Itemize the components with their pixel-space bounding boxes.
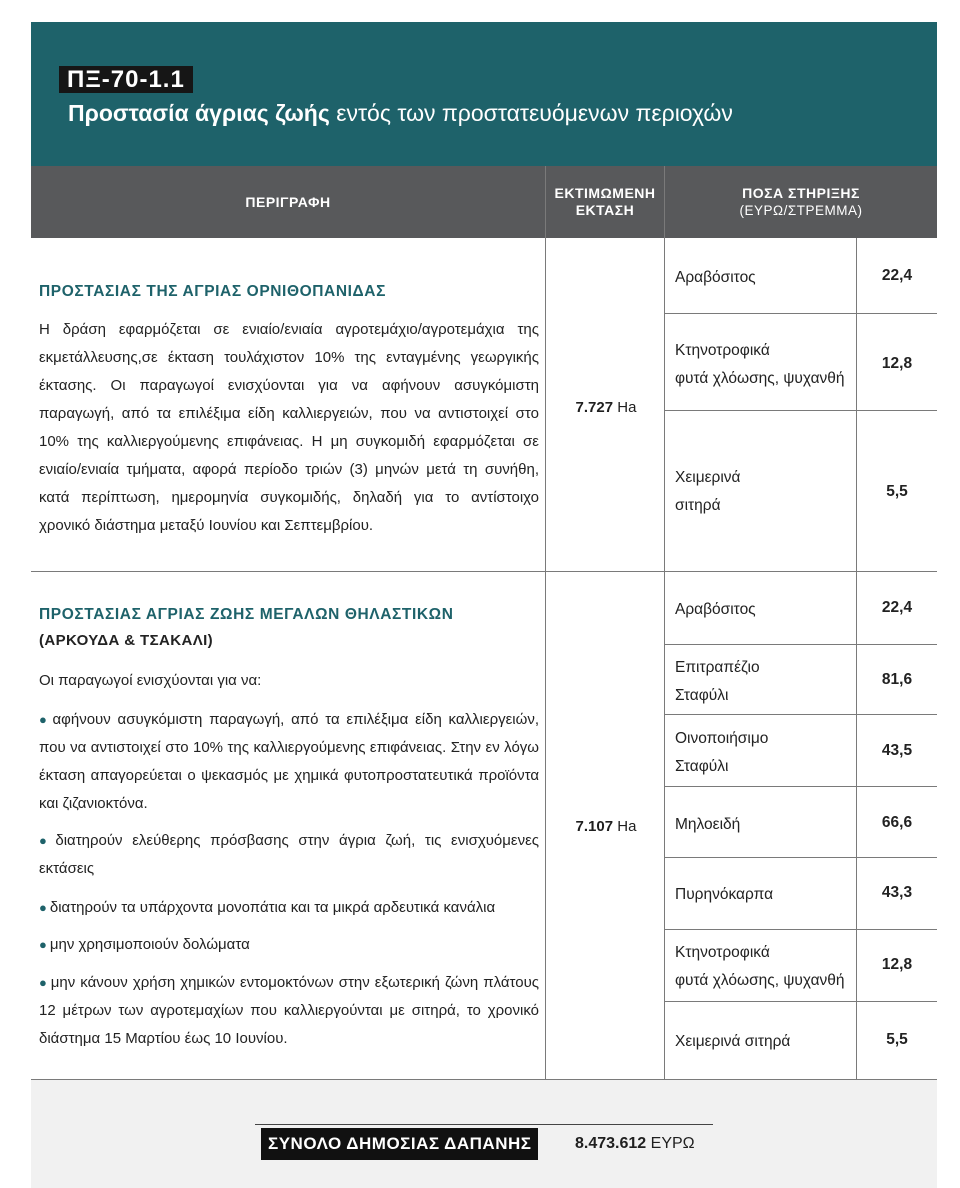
total-rule bbox=[255, 1124, 713, 1125]
row-divider bbox=[664, 786, 937, 787]
row-divider bbox=[664, 714, 937, 715]
row-divider bbox=[664, 410, 937, 411]
title-banner bbox=[31, 22, 937, 166]
divider bbox=[545, 166, 546, 1080]
section1-title: ΠΡΟΣΤΑΣΙΑΣ ΤΗΣ ΑΓΡΙΑΣ ΟΡΝΙΘΟΠΑΝΙΔΑΣ bbox=[39, 283, 386, 300]
support-amount: 22,4 bbox=[881, 599, 913, 616]
section-divider bbox=[31, 571, 937, 572]
section2-area: 7.107 Ha bbox=[575, 818, 637, 835]
crop-label: Οινοποιήσιμο Σταφύλι bbox=[675, 730, 769, 775]
list-item: ● μην χρησιμοποιούν δολώματα bbox=[39, 936, 250, 953]
list-item: ● διατηρούν ελεύθερης πρόσβασης στην άγρια ζωή, τις ενισχυόμενες εκτάσεις bbox=[39, 832, 539, 877]
support-amount: 5,5 bbox=[886, 1031, 908, 1048]
crop-label: Κτηνοτροφικά φυτά χλόωσης, ψυχανθή bbox=[675, 342, 845, 387]
crop-label: Χειμερινά σιτηρά bbox=[675, 469, 741, 514]
bullet-icon: ● bbox=[39, 900, 47, 915]
column-header-description: ΠΕΡΙΓΡΑΦΗ bbox=[31, 166, 545, 238]
total-label: ΣΥΝΟΛΟ ΔΗΜΟΣΙΑΣ ΔΑΠΑΝΗΣ bbox=[261, 1128, 538, 1160]
row-divider bbox=[664, 857, 937, 858]
row-divider bbox=[664, 1001, 937, 1002]
crop-label: Κτηνοτροφικά φυτά χλόωσης, ψυχανθή bbox=[675, 944, 845, 989]
table-bottom bbox=[31, 1079, 937, 1080]
section2-intro: Οι παραγωγοί ενισχύονται για να: bbox=[39, 672, 262, 689]
list-item: ● διατηρούν τα υπάρχοντα μονοπάτια και τα μικρά αρδευτικά κανάλια bbox=[39, 899, 496, 916]
crop-label: Αραβόσιτος bbox=[675, 601, 756, 618]
measure-code: ΠΞ-70-1.1 bbox=[59, 66, 193, 93]
page-title bbox=[68, 98, 733, 128]
list-item: ● αφήνουν ασυγκόμιστη παραγωγή, από τα επιλέξιμα είδη καλλιεργειών, που να αντιστοιχεί στο 10% της καλλιεργούμενης επιφάνειας. Στην εν λόγω έκταση απαγορεύεται ο ψεκασμός με χημικά φυτοπροστατευτικά προϊόντα και ζιζανιοκτόνα. bbox=[39, 711, 539, 812]
row-divider bbox=[664, 929, 937, 930]
crop-label: Πυρηνόκαρπα bbox=[675, 886, 774, 903]
row-divider bbox=[664, 644, 937, 645]
support-amount: 43,5 bbox=[881, 742, 913, 759]
column-header-area: ΕΚΤΙΜΩΜΕΝΗ ΕΚΤΑΣΗ bbox=[546, 166, 664, 238]
bullet-icon: ● bbox=[39, 712, 50, 727]
row-divider bbox=[664, 313, 937, 314]
column-header-support: ΠΟΣΑ ΣΤΗΡΙΞΗΣ (ΕΥΡΩ/ΣΤΡΕΜΜΑ) bbox=[665, 166, 937, 238]
section1-text: Η δράση εφαρμόζεται σε ενιαίο/ενιαία αγροτεμάχιο/αγροτεμάχια της εκμετάλλευσης,σε έκταση τουλάχιστον 10% της ενταγμένης γεωργικής έκτασης. Οι παραγωγοί ενισχύονται για να αφήνουν ασυγκόμιστη παραγωγή, από τα επιλέξιμα είδη καλλιεργειών, που να αντιστοιχεί στο 10% της καλλιεργούμενης επιφάνειας. Η μη συγκομιδή εφαρμόζεται σε ενιαίο/ενιαία τμήματα, αφορά περίοδο τριών (3) μηνών μετά τη συνήθη, κατά περίπτωση, ημερομηνία συγκομιδής, δηλαδή για το αντίστοιχο χρονικό διάστημα μεταξύ Ιουνίου και Σεπτεμβρίου. bbox=[39, 321, 539, 534]
bullet-icon: ● bbox=[39, 975, 48, 990]
crop-label: Αραβόσιτος bbox=[675, 269, 756, 286]
section2-title: ΠΡΟΣΤΑΣΙΑΣ ΑΓΡΙΑΣ ΖΩΗΣ ΜΕΓΑΛΩΝ ΘΗΛΑΣΤΙΚΩΝ bbox=[39, 606, 454, 623]
title-bold: Προστασία άγριας ζωής bbox=[68, 100, 330, 126]
bullet-icon: ● bbox=[39, 833, 53, 848]
support-amount: 81,6 bbox=[881, 671, 913, 688]
bullet-icon: ● bbox=[39, 937, 47, 952]
title-rest: εντός των προστατευόμενων περιοχών bbox=[336, 100, 733, 126]
section2-subtitle: (ΑΡΚΟΥΔΑ & ΤΣΑΚΑΛΙ) bbox=[39, 632, 214, 649]
divider bbox=[664, 166, 665, 1080]
list-item: ● μην κάνουν χρήση χημικών εντομοκτόνων στην εξωτερική ζώνη πλάτους 12 μέτρων των αγροτεμαχίων που καλλιεργούνται με σιτηρά, το χρονικό διάστημα 15 Μαρτίου έως 10 Ιουνίου. bbox=[39, 974, 540, 1047]
crop-label: Επιτραπέζιο Σταφύλι bbox=[675, 659, 760, 704]
support-amount: 12,8 bbox=[881, 355, 913, 372]
total-value: 8.473.612 ΕΥΡΩ bbox=[575, 1135, 695, 1152]
support-amount: 22,4 bbox=[881, 267, 913, 284]
support-amount: 12,8 bbox=[881, 956, 913, 973]
support-amount: 43,3 bbox=[881, 884, 913, 901]
support-amount: 5,5 bbox=[886, 483, 908, 500]
crop-label: Χειμερινά σιτηρά bbox=[675, 1033, 791, 1050]
document-page bbox=[31, 22, 937, 1188]
crop-label: Μηλοειδή bbox=[675, 816, 741, 833]
section1-area: 7.727 Ha bbox=[575, 399, 637, 416]
support-amount: 66,6 bbox=[881, 814, 913, 831]
